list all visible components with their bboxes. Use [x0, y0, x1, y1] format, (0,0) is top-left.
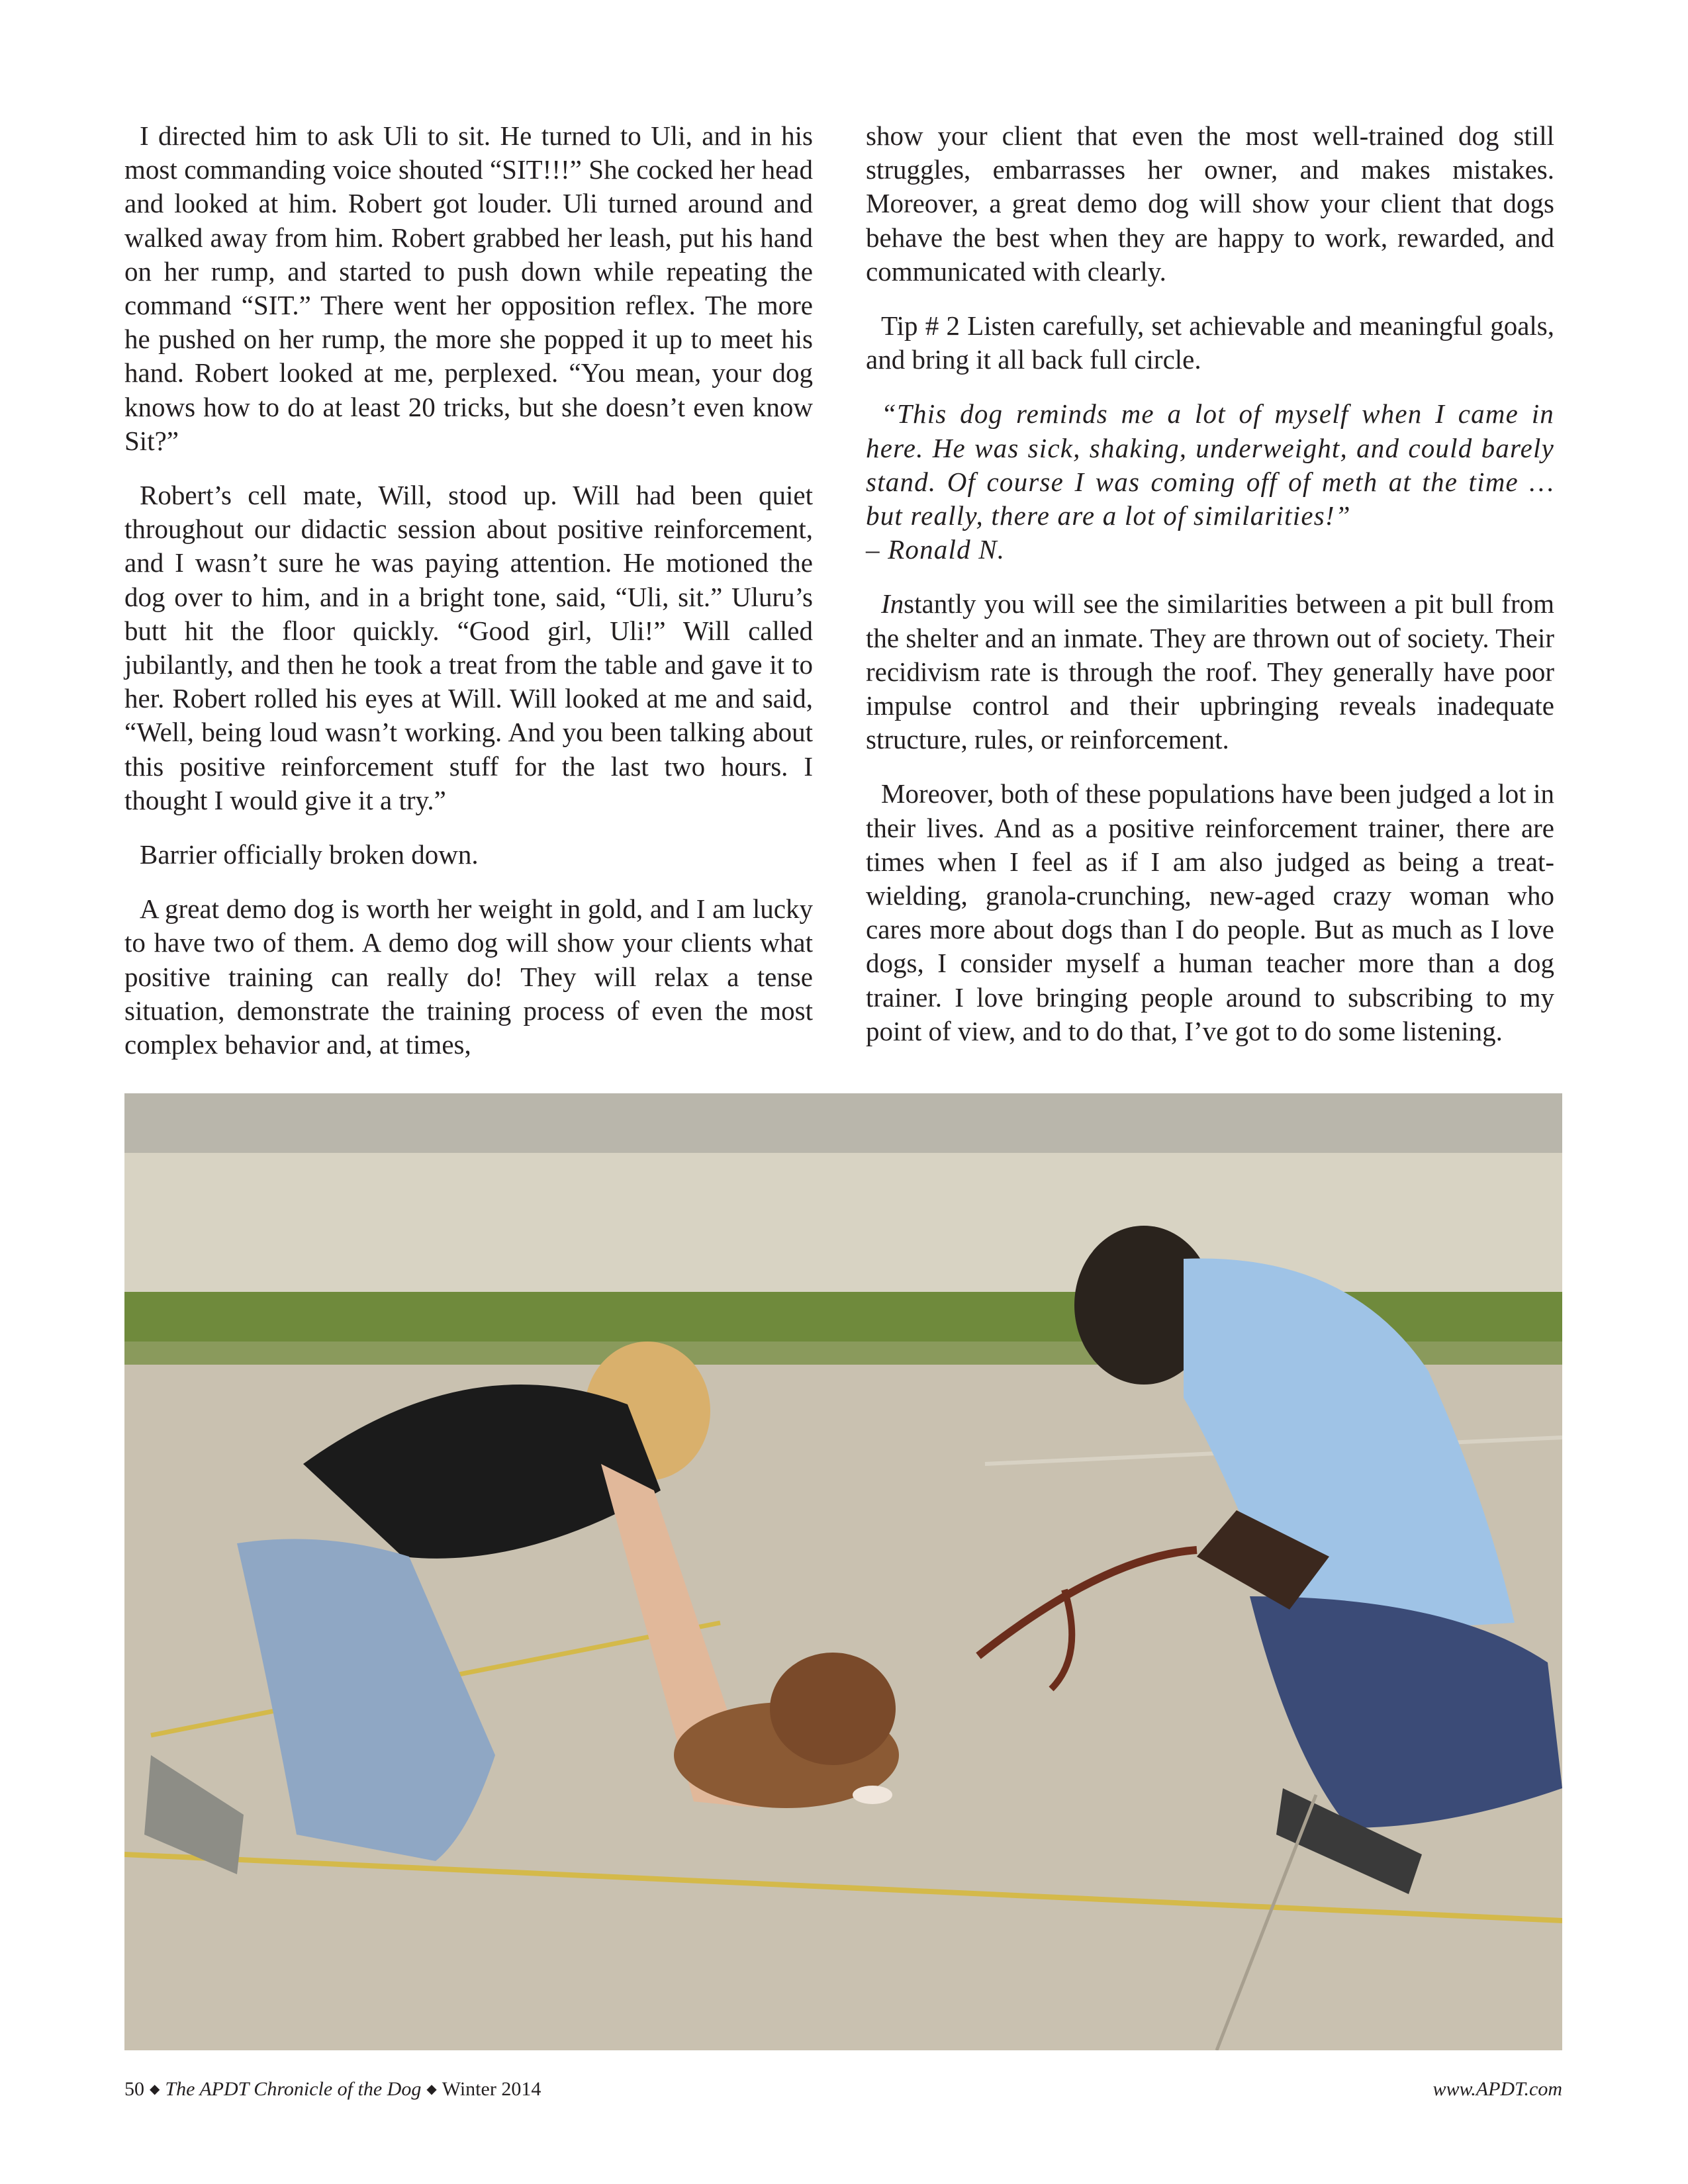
lead-in: In [881, 588, 904, 619]
photo-illustration [124, 1093, 1562, 2050]
website-url: www.APDT.com [1432, 2078, 1562, 2100]
page-number: 50 [124, 2078, 144, 2100]
quote-attribution: – Ronald N. [866, 534, 1006, 565]
diamond-separator-icon: ◆ [150, 2082, 160, 2097]
page-footer [124, 2078, 541, 2101]
paragraph: Moreover, both of these populations have been judged a lot in their lives. And as a positive reinforcement trainer, there are times when I feel as if I am also judged as being a treat-wielding, granola-crunching, new-aged crazy woman who cares more about dogs than I do people. But as much as I love dogs, I consider myself a human teacher more than a dog trainer. I love bringing people around to subscribing to my point of view, and to do that, I’ve got to do some listening. [866, 778, 1554, 1046]
tip-heading: Tip # 2 Listen carefully, set achievable and meaningful goals, and bring it all back full circle. [866, 310, 1554, 375]
paragraph: Robert’s cell mate, Will, stood up. Will had been quiet throughout our didactic session about positive reinforcement, and I wasn’t sure he was paying attention. He motioned the dog over to him, and in a bright tone, said, “Uli, sit.” Uluru’s butt hit the floor quickly. “Good girl, Uli!” Will called jubilantly, and then he took a treat from the table and gave it to her. Robert rolled his eyes at Will. Will looked at me and said, “Well, being loud wasn’t working. And you been talking about this positive reinforcement stuff for the last two hours. I thought I would give it a try.” [124, 480, 813, 815]
pull-quote [866, 397, 1554, 567]
paragraph: show your client that even the most well-trained dog still struggles, embarrasses her owner, and makes mistakes. Moreover, a great demo dog will show your client that dogs behave the best when they are happy to work, rewarded, and communicated with clearly. [866, 120, 1554, 287]
publication-name: The APDT Chronicle of the Dog [165, 2078, 422, 2100]
quote-text: “This dog reminds me a lot of myself when I came in here. He was sick, shaking, underweight, and could barely stand. Of course I was coming off of meth at the time … but really, there are a lot of similarities!” [866, 398, 1554, 531]
paragraph: Barrier officially broken down. [140, 839, 479, 870]
paragraph: I directed him to ask Uli to sit. He turned to Uli, and in his most commanding voice shouted “SIT!!!” She cocked her head and looked at him. Robert got louder. Uli turned around and walked away from him. Robert grabbed her leash, put his hand on her rump, and started to push down while repeating the command “SIT.” There went her opposition reflex. The more he pushed on her rump, the more she popped it up to meet his hand. Robert looked at me, perplexed. “You mean, your dog knows how to do at least 20 tricks, but she doesn’t even know Sit?” [124, 120, 813, 456]
left-column [124, 119, 813, 1082]
diamond-separator-icon: ◆ [426, 2082, 437, 2097]
article-photo [124, 1093, 1562, 2050]
paragraph [866, 587, 1554, 756]
issue-date: Winter 2014 [442, 2078, 541, 2100]
paragraph: A great demo dog is worth her weight in gold, and I am lucky to have two of them. A demo dog will show your clients what positive training can really do! They will relax a tense situation, demonstrate the training process of even the most complex behavior and, at times, [124, 893, 813, 1060]
paragraph-text: stantly you will see the similarities between a pit bull from the shelter and an inmate. They are thrown out of society. Their recidivism rate is through the roof. They generally have poor impulse control and their upbringing reveals inadequate structure, rules, or reinforcement. [866, 588, 1554, 755]
right-column [866, 119, 1554, 1069]
